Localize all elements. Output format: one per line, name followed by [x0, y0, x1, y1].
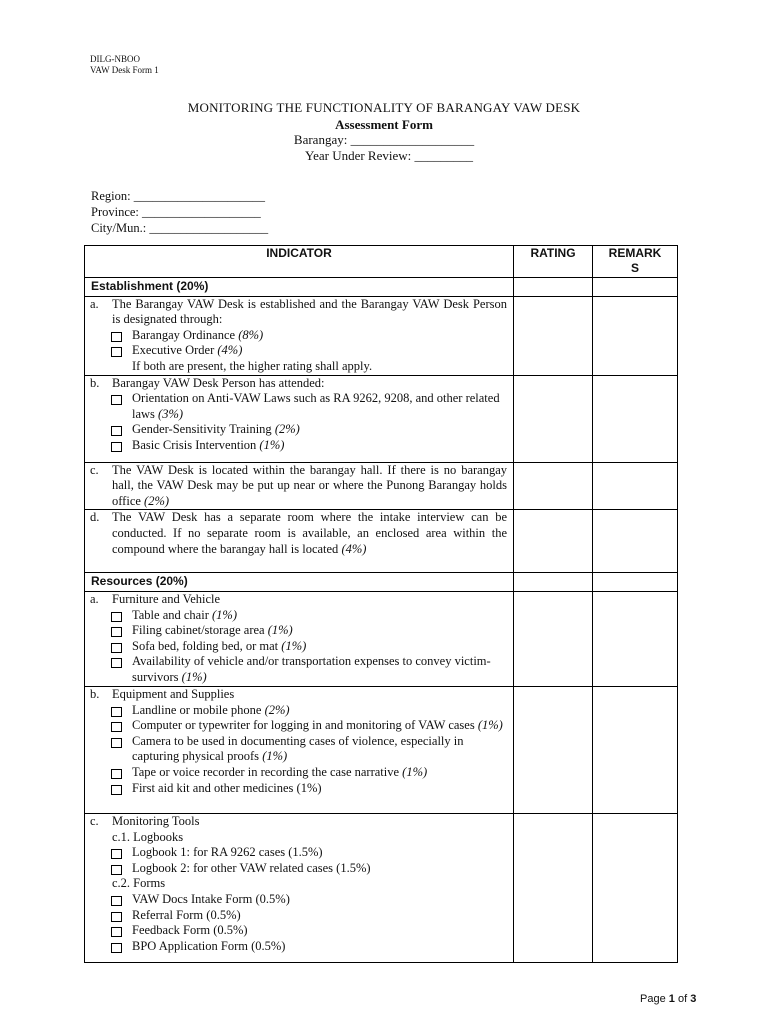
sub-text-main: Logbook 2: for other VAW related cases (1.5%): [132, 860, 371, 875]
province-field: Province: ___________________: [91, 205, 261, 219]
item-text-main: The Barangay VAW Desk is established and the Barangay VAW Desk Person is designated through:: [112, 296, 507, 327]
sub-indicator-text: [132, 845, 507, 861]
item-text: [112, 687, 507, 703]
sub-weight: (1%): [402, 764, 428, 779]
sub-text-main: Computer or typewriter for logging in and monitoring of VAW cases: [132, 718, 478, 733]
sub-indicator-text: [132, 422, 507, 438]
rating-header: RATING: [514, 246, 593, 278]
sub-weight: (1%): [281, 638, 307, 653]
sub-indicator-text: [132, 861, 507, 877]
sub-indicator-text: [132, 908, 507, 924]
sub-indicator: [90, 765, 507, 781]
item-note: If both are present, the higher rating shall apply.: [132, 358, 373, 373]
sub-indicator: [90, 703, 507, 719]
sub-indicator: [90, 391, 507, 422]
sub-indicator: [90, 718, 507, 734]
sub-text-main: Barangay Ordinance: [132, 327, 239, 342]
indicator-cell: [85, 813, 514, 962]
sub-weight: (3%): [158, 406, 184, 421]
item-letter: c.: [90, 813, 99, 828]
item-text: [112, 592, 507, 608]
remarks-header-line1: REMARK: [608, 246, 662, 260]
sub-indicator: [90, 845, 507, 861]
checkbox-icon[interactable]: [111, 442, 122, 452]
checkbox-icon[interactable]: [111, 658, 122, 668]
rating-cell[interactable]: [514, 462, 593, 510]
of-word: of: [677, 993, 688, 1005]
sub-indicator-text: [132, 718, 507, 734]
indicator-item: [90, 463, 507, 510]
indicator-cell: [85, 686, 514, 813]
checkbox-icon[interactable]: [111, 332, 122, 342]
item-text-main: Furniture and Vehicle: [112, 591, 221, 606]
remarks-cell[interactable]: [593, 278, 678, 297]
sub-indicator: [90, 422, 507, 438]
page-title: MONITORING THE FUNCTIONALITY OF BARANGAY VAW DESK: [187, 100, 581, 115]
document-code: [90, 54, 159, 76]
sub-indicator-text: [132, 703, 507, 719]
current-page: 1: [668, 993, 675, 1005]
indicator-item: [90, 376, 507, 392]
sub-text-main: Tape or voice recorder in recording the case narrative: [132, 764, 403, 779]
sub-indicator-text: [132, 639, 507, 655]
sub-weight: (1%): [212, 607, 237, 622]
section-heading: Resources (20%): [85, 573, 514, 592]
sub-indicator: [90, 343, 507, 359]
checkbox-icon[interactable]: [111, 896, 122, 906]
form-series: DILG-NBOO: [90, 54, 140, 64]
page-word: Page: [640, 993, 666, 1005]
sub-weight: (2%): [264, 702, 290, 717]
total-pages: 3: [690, 993, 697, 1005]
item-text: [112, 297, 507, 328]
sub-weight: (8%): [238, 327, 264, 342]
remarks-cell[interactable]: [593, 296, 678, 375]
checkbox-icon[interactable]: [111, 395, 122, 405]
sub-indicator: [90, 734, 507, 765]
checkbox-icon[interactable]: [111, 707, 122, 717]
item-text: [112, 376, 507, 392]
indicator-cell: [85, 591, 514, 686]
sub-group-label: c.2. Forms: [112, 876, 166, 891]
sub-text-main: Referral Form (0.5%): [132, 907, 241, 922]
sub-weight: (1%): [259, 437, 285, 452]
remarks-cell[interactable]: [593, 686, 678, 813]
remarks-header-line2: S: [630, 261, 639, 275]
item-text: [112, 510, 507, 557]
item-text-main: Monitoring Tools: [112, 813, 200, 828]
section-row: [85, 573, 678, 592]
remarks-cell[interactable]: [593, 375, 678, 462]
barangay-field: Barangay: ___________________: [293, 132, 475, 147]
remarks-cell[interactable]: [593, 591, 678, 686]
sub-indicator: [90, 939, 507, 955]
sub-text-main: Gender-Sensitivity Training: [132, 422, 275, 437]
item-letter: a.: [90, 296, 99, 311]
remarks-cell[interactable]: [593, 813, 678, 962]
sub-weight: (1%): [181, 669, 207, 684]
sub-indicator-text: [132, 654, 507, 685]
item-weight: (2%): [144, 493, 170, 508]
page-subtitle: Assessment Form: [335, 117, 433, 132]
sub-text-main: Landline or mobile phone: [132, 702, 265, 717]
indicator-cell: [85, 296, 514, 375]
item-text: [112, 463, 507, 510]
sub-text-main: Executive Order: [132, 343, 218, 358]
checkbox-icon[interactable]: [111, 785, 122, 795]
sub-indicator: [90, 328, 507, 344]
section-heading: Establishment (20%): [85, 278, 514, 297]
sub-weight: (1%): [477, 718, 503, 733]
form-number: VAW Desk Form 1: [90, 65, 159, 75]
indicator-row: [85, 813, 678, 962]
sub-indicator-text: [132, 608, 507, 624]
checkbox-icon[interactable]: [111, 912, 122, 922]
item-letter: d.: [90, 510, 100, 525]
indicator-row: [85, 591, 678, 686]
rating-cell[interactable]: [514, 375, 593, 462]
rating-cell[interactable]: [514, 813, 593, 962]
checkbox-icon[interactable]: [111, 865, 122, 875]
item-text-main: The VAW Desk has a separate room where the intake interview can be conducted. If no separate room is available, an enclosed area within the compound where the barangay hall is located: [112, 510, 507, 556]
sub-text-main: Orientation on Anti-VAW Laws such as RA 9262, 9208, and other related laws: [132, 391, 500, 421]
remarks-cell[interactable]: [593, 462, 678, 510]
indicator-item: [90, 592, 507, 608]
indicator-row: [85, 375, 678, 462]
sub-weight: (1%): [262, 749, 288, 764]
item-text: [112, 814, 507, 830]
indicator-cell: [85, 375, 514, 462]
sub-indicator: [90, 923, 507, 939]
indicator-row: [85, 296, 678, 375]
checkbox-icon[interactable]: [111, 643, 122, 653]
item-text-main: Barangay VAW Desk Person has attended:: [112, 375, 325, 390]
sub-indicator-text: [132, 765, 507, 781]
sub-text-main: BPO Application Form (0.5%): [132, 938, 286, 953]
sub-indicator: [90, 438, 507, 454]
page-number: [640, 993, 696, 1005]
sub-indicator: [90, 623, 507, 639]
indicator-item: [90, 510, 507, 557]
sub-indicator: [90, 654, 507, 685]
item-letter: b.: [90, 375, 100, 390]
sub-weight: (2%): [274, 422, 300, 437]
rating-cell[interactable]: [514, 686, 593, 813]
sub-text-main: Logbook 1: for RA 9262 cases (1.5%): [132, 845, 323, 860]
checkbox-icon[interactable]: [111, 347, 122, 357]
sub-indicator: [90, 639, 507, 655]
item-weight: (4%): [341, 541, 367, 556]
item-text-main: Equipment and Supplies: [112, 686, 235, 701]
sub-text-main: Basic Crisis Intervention: [132, 437, 260, 452]
sub-indicator-text: [132, 892, 507, 908]
item-letter: b.: [90, 686, 100, 701]
sub-indicator-text: [132, 391, 507, 422]
sub-text-main: Camera to be used in documenting cases of violence, especially in capturing physical proofs: [132, 733, 464, 764]
sub-text-main: Feedback Form (0.5%): [132, 923, 248, 938]
table-header-row: [85, 246, 678, 278]
sub-text-main: Filing cabinet/storage area: [132, 623, 268, 638]
rating-cell[interactable]: [514, 510, 593, 573]
sub-indicator-text: [132, 781, 507, 797]
remarks-header: [593, 246, 678, 278]
checkbox-icon[interactable]: [111, 426, 122, 436]
sub-indicator-text: [132, 623, 507, 639]
sub-text-main: Sofa bed, folding bed, or mat: [132, 638, 282, 653]
item-text-main: The VAW Desk is located within the barangay hall. If there is no barangay hall, the VAW Desk may be put up near or where the Punong Barangay holds office: [112, 462, 507, 508]
rating-cell[interactable]: [514, 296, 593, 375]
sub-indicator-text: [132, 343, 507, 359]
checkbox-icon[interactable]: [111, 627, 122, 637]
sub-indicator: [90, 861, 507, 877]
sub-indicator-text: [132, 923, 507, 939]
sub-indicator-text: [132, 438, 507, 454]
remarks-cell[interactable]: [593, 510, 678, 573]
sub-text-main: Table and chair: [132, 607, 212, 622]
checkbox-icon[interactable]: [111, 612, 122, 622]
item-letter: a.: [90, 591, 99, 606]
sub-group-label: c.1. Logbooks: [112, 829, 184, 844]
sub-indicator-text: [132, 328, 507, 344]
year-field: Year Under Review: _________: [304, 148, 474, 163]
checkbox-icon[interactable]: [111, 722, 122, 732]
indicator-header: INDICATOR: [85, 246, 514, 278]
rating-cell[interactable]: [514, 278, 593, 297]
sub-indicator: [90, 908, 507, 924]
sub-text-main: Availability of vehicle and/or transportation expenses to convey victim-survivors: [132, 654, 491, 684]
sub-indicator: [90, 892, 507, 908]
table-body: [85, 278, 678, 963]
indicator-row: [85, 510, 678, 573]
indicator-row: [85, 462, 678, 510]
checkbox-icon[interactable]: [111, 849, 122, 859]
section-row: [85, 278, 678, 297]
indicator-item: [90, 814, 507, 830]
assessment-table: [84, 245, 678, 963]
sub-indicator-text: [132, 939, 507, 955]
sub-text-main: VAW Docs Intake Form (0.5%): [132, 891, 290, 906]
city-field: City/Mun.: ___________________: [91, 221, 269, 235]
sub-indicator: [90, 608, 507, 624]
sub-weight: (1%): [267, 623, 293, 638]
checkbox-icon[interactable]: [111, 943, 122, 953]
checkbox-icon[interactable]: [111, 769, 122, 779]
indicator-cell: [85, 462, 514, 510]
indicator-row: [85, 686, 678, 813]
indicator-cell: [85, 510, 514, 573]
sub-text-main: First aid kit and other medicines (1%): [132, 780, 322, 795]
sub-indicator: [90, 781, 507, 797]
region-field: Region: _____________________: [91, 189, 265, 203]
checkbox-icon[interactable]: [111, 927, 122, 937]
item-letter: c.: [90, 462, 99, 477]
rating-cell[interactable]: [514, 573, 593, 592]
indicator-item: [90, 687, 507, 703]
sub-indicator-text: [132, 734, 507, 765]
indicator-item: [90, 297, 507, 328]
sub-weight: (4%): [217, 343, 243, 358]
checkbox-icon[interactable]: [111, 738, 122, 748]
remarks-cell[interactable]: [593, 573, 678, 592]
rating-cell[interactable]: [514, 591, 593, 686]
